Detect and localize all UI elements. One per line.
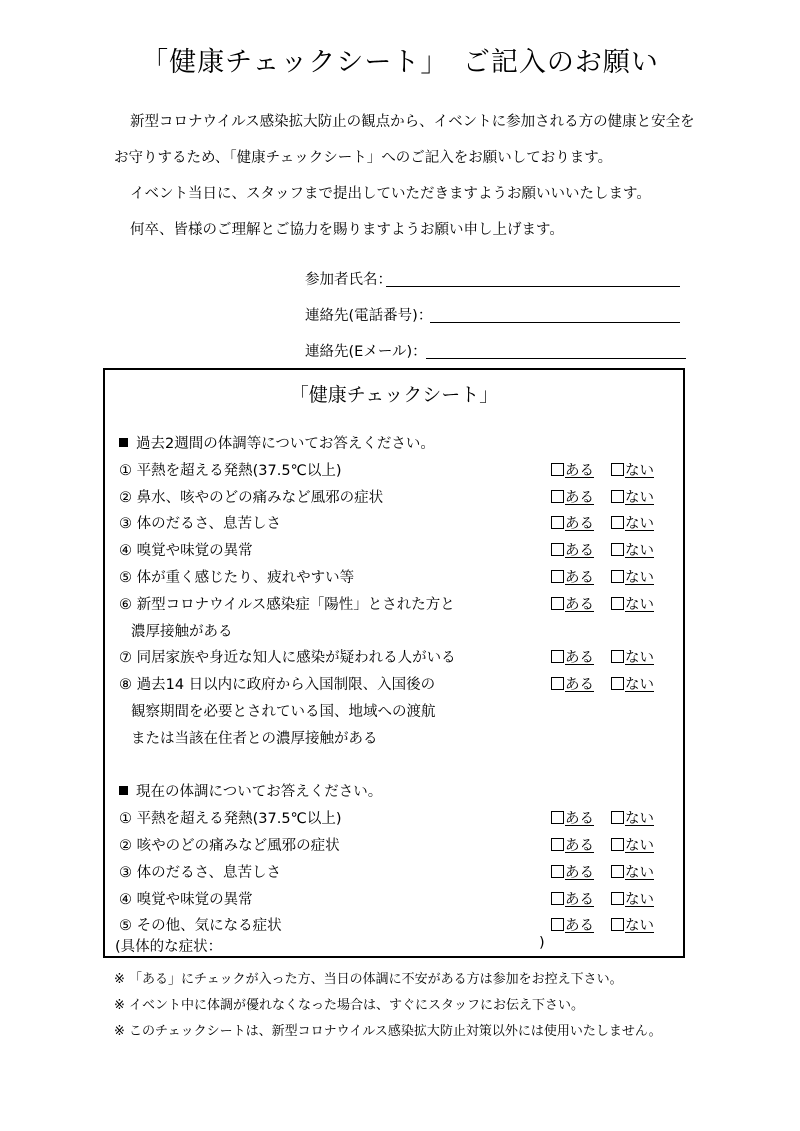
option-label: ある — [565, 570, 594, 586]
answer-no-checkbox[interactable] — [611, 888, 654, 909]
checkbox-icon[interactable] — [551, 570, 564, 583]
checkbox-icon[interactable] — [551, 918, 564, 931]
option-label: ある — [565, 677, 594, 694]
question-line: ① 平熱を超える発熱(37.5℃以上) — [119, 462, 342, 479]
option-label: ない — [625, 489, 654, 506]
question-line: ④ 嗅覚や味覚の異常 — [119, 891, 253, 908]
checkbox-icon[interactable] — [611, 650, 624, 663]
answer-yes-checkbox[interactable] — [551, 834, 594, 855]
phone-field-line[interactable] — [430, 322, 680, 323]
answer-yes-checkbox[interactable] — [551, 673, 594, 694]
option-label: ない — [625, 543, 654, 560]
answer-no-checkbox[interactable] — [611, 861, 654, 882]
question-line: ⑥ 新型コロナウイルス感染症「陽性」とされた方と — [119, 596, 455, 613]
option-label: ある — [565, 811, 594, 828]
option-label: ない — [625, 864, 654, 881]
question-line: ③ 体のだるさ、息苦しさ — [119, 516, 282, 533]
answer-yes-checkbox[interactable] — [551, 486, 594, 507]
note-3: ※ このチェックシートは、新型コロナウイルス感染拡大防止対策以外には使用いたしません。 — [114, 1024, 662, 1039]
option-label: ある — [565, 462, 594, 479]
option-label: ない — [625, 891, 654, 908]
question-line: ② 鼻水、咳やのどの痛みなど風邪の症状 — [119, 489, 384, 506]
checkbox-icon[interactable] — [551, 597, 564, 610]
email-field-line[interactable] — [426, 358, 686, 359]
answer-yes-checkbox[interactable] — [551, 512, 594, 533]
checkbox-icon[interactable] — [611, 570, 624, 583]
option-label: ない — [625, 650, 654, 667]
option-label: ない — [625, 516, 654, 533]
option-label: ある — [565, 650, 594, 667]
page-title: 「健康チェックシート」 ご記入のお願い — [141, 47, 659, 78]
checkbox-icon[interactable] — [551, 811, 564, 824]
answer-no-checkbox[interactable] — [611, 512, 654, 533]
checkbox-icon[interactable] — [611, 543, 624, 556]
checkbox-icon[interactable] — [611, 463, 624, 476]
option-label: ある — [565, 489, 594, 506]
name-field-label: 参加者氏名： — [305, 272, 392, 288]
checkbox-icon[interactable] — [551, 516, 564, 529]
specific-symptom-label: (具体的な症状： — [115, 939, 223, 956]
checkbox-icon[interactable] — [611, 918, 624, 931]
phone-field-label: 連絡先(電話番号)： — [305, 308, 433, 324]
option-label: ない — [625, 838, 654, 854]
square-bullet-icon — [119, 786, 128, 795]
question-line: ④ 嗅覚や味覚の異常 — [119, 543, 253, 560]
answer-no-checkbox[interactable] — [611, 834, 654, 855]
question-line: ⑧ 過去14 日以内に政府から入国制限、入国後の — [119, 677, 436, 694]
answer-no-checkbox[interactable] — [611, 486, 654, 507]
question-line: ② 咳やのどの痛みなど風邪の症状 — [119, 838, 340, 854]
question-line: 観察期間を必要とされている国、地域への渡航 — [131, 704, 436, 720]
section-heading-text: 現在の体調についてお答えください。 — [136, 784, 383, 801]
checkbox-icon[interactable] — [551, 677, 564, 690]
option-label: ある — [565, 918, 594, 935]
answer-yes-checkbox[interactable] — [551, 861, 594, 882]
checkbox-icon[interactable] — [551, 892, 564, 905]
option-label: ある — [565, 838, 594, 854]
intro-line-4: 何卒、皆様のご理解とご協力を賜りますようお願い申し上げます。 — [130, 222, 564, 238]
answer-no-checkbox[interactable] — [611, 807, 654, 828]
checkbox-icon[interactable] — [611, 811, 624, 824]
option-label: ない — [625, 596, 654, 613]
option-label: ない — [625, 811, 654, 828]
option-label: ある — [565, 543, 594, 560]
option-label: ある — [565, 864, 594, 881]
intro-line-1: 新型コロナウイルス感染拡大防止の観点から、イベントに参加される方の健康と安全を — [130, 114, 695, 130]
question-line: ① 平熱を超える発熱(37.5℃以上) — [119, 811, 342, 828]
section-heading-text: 過去2週間の体調等についてお答えください。 — [136, 436, 435, 452]
checkbox-icon[interactable] — [611, 865, 624, 878]
note-2: ※ イベント中に体調が優れなくなった場合は、すぐにスタッフにお伝え下さい。 — [114, 998, 585, 1013]
answer-no-checkbox[interactable] — [611, 673, 654, 694]
question-line: ⑤ 体が重く感じたり、疲れやすい等 — [119, 570, 355, 586]
answer-yes-checkbox[interactable] — [551, 539, 594, 560]
intro-line-2: お守りするため、「健康チェックシート」へのご記入をお願いしております。 — [114, 150, 613, 166]
answer-no-checkbox[interactable] — [611, 539, 654, 560]
question-line: または当該在住者との濃厚接触がある — [131, 730, 378, 747]
answer-no-checkbox[interactable] — [611, 566, 654, 587]
option-label: ない — [625, 462, 654, 479]
answer-yes-checkbox[interactable] — [551, 914, 594, 935]
answer-yes-checkbox[interactable] — [551, 459, 594, 480]
option-label: ない — [625, 918, 654, 935]
checkbox-icon[interactable] — [611, 677, 624, 690]
section-heading — [119, 780, 382, 801]
option-label: ある — [565, 596, 594, 613]
answer-no-checkbox[interactable] — [611, 646, 654, 667]
option-label: ない — [625, 570, 654, 586]
section-heading — [119, 432, 435, 453]
answer-no-checkbox[interactable] — [611, 914, 654, 935]
checkbox-icon[interactable] — [551, 650, 564, 663]
checkbox-icon[interactable] — [611, 892, 624, 905]
health-check-sheet — [103, 368, 685, 958]
option-label: ない — [625, 677, 654, 694]
checkbox-icon[interactable] — [551, 543, 564, 556]
answer-yes-checkbox[interactable] — [551, 646, 594, 667]
email-field-label: 連絡先(Eメール)： — [305, 344, 427, 360]
checkbox-icon[interactable] — [551, 865, 564, 878]
checkbox-icon[interactable] — [611, 516, 624, 529]
name-field-line[interactable] — [386, 286, 680, 287]
sheet-title: 「健康チェックシート」 — [289, 384, 499, 406]
question-line: ⑦ 同居家族や身近な知人に感染が疑われる人がいる — [119, 650, 456, 667]
answer-yes-checkbox[interactable] — [551, 566, 594, 587]
checkbox-icon[interactable] — [611, 490, 624, 503]
checkbox-icon[interactable] — [551, 463, 564, 476]
square-bullet-icon — [119, 438, 128, 447]
checkbox-icon[interactable] — [611, 838, 624, 851]
answer-no-checkbox[interactable] — [611, 593, 654, 614]
specific-symptom-close: ) — [539, 935, 545, 952]
option-label: ある — [565, 891, 594, 908]
checkbox-icon[interactable] — [551, 490, 564, 503]
note-1: ※ 「ある」にチェックが入った方、当日の体調に不安がある方は参加をお控え下さい。 — [114, 972, 623, 987]
answer-yes-checkbox[interactable] — [551, 593, 594, 614]
answer-no-checkbox[interactable] — [611, 459, 654, 480]
question-line: ③ 体のだるさ、息苦しさ — [119, 864, 282, 881]
answer-yes-checkbox[interactable] — [551, 807, 594, 828]
checkbox-icon[interactable] — [611, 597, 624, 610]
option-label: ある — [565, 516, 594, 533]
question-line: 濃厚接触がある — [131, 623, 233, 640]
intro-line-3: イベント当日に、スタッフまで提出していただきますようお願いいいたします。 — [130, 186, 651, 202]
answer-yes-checkbox[interactable] — [551, 888, 594, 909]
checkbox-icon[interactable] — [551, 838, 564, 851]
question-line: ⑤ その他、気になる症状 — [119, 918, 282, 935]
